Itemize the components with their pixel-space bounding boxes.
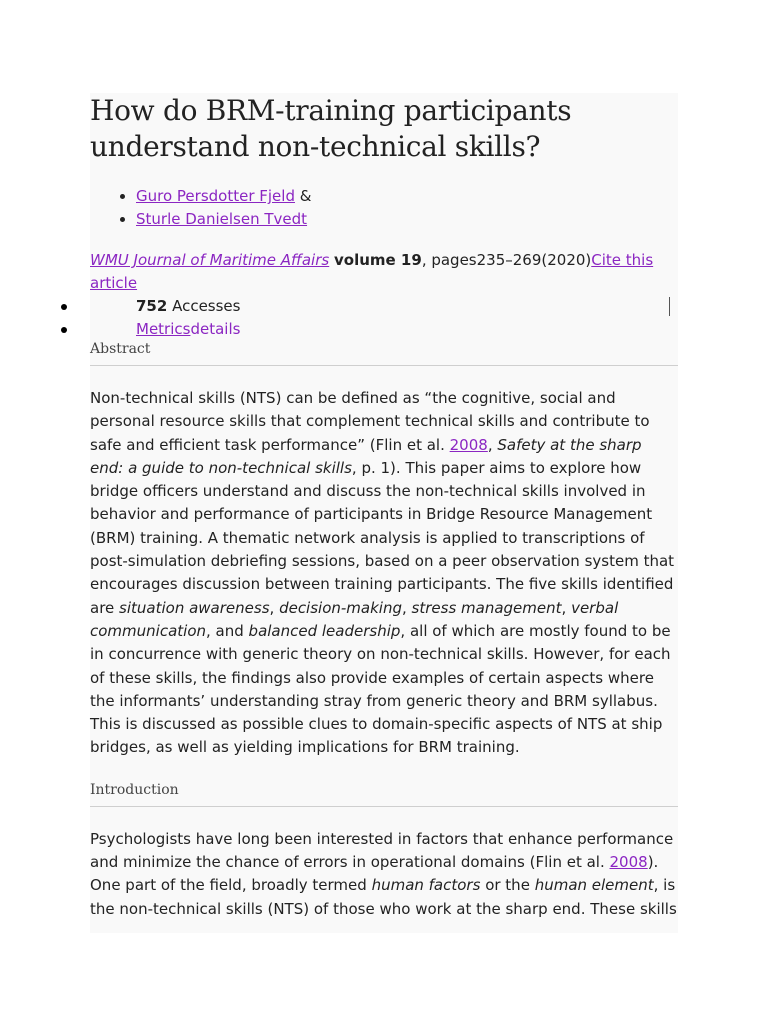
bullet-icon [61, 304, 67, 310]
text-run: , [402, 598, 412, 617]
introduction-text [90, 828, 678, 921]
text-run: ). One part of the field, broadly termed [90, 853, 659, 895]
journal-link[interactable]: WMU Journal of Maritime Affairs [90, 251, 330, 269]
author-link-tvedt[interactable]: Sturle Danielsen Tvedt [136, 210, 308, 228]
accesses-label: Accesses [167, 297, 241, 315]
skill-term: verbal communication [90, 598, 619, 640]
cite-article-link[interactable]: Cite this article [90, 251, 654, 292]
article-title: How do BRM-training participants understand non-technical skills? [90, 94, 572, 163]
metrics-details-link[interactable]: details [190, 320, 241, 338]
text-run: , p. 1). This paper aims to explore how bridge officers understand and discuss the non-technical skills involved in behavior and performance of participants in Bridge Resource Management (BRM) training. A thematic network analysis is applied to transcriptions of post-simulation debriefing sessions, based on a peer observation system that encourages discussion between training participants. The five skills identified are [90, 458, 675, 617]
divider [669, 297, 670, 316]
skill-term: decision-making [279, 598, 402, 617]
reference-link-flin-2008[interactable]: 2008 [449, 435, 488, 454]
skill-term: stress management [411, 598, 562, 617]
emphasis-term: human factors [371, 876, 481, 895]
abstract-text [90, 387, 678, 760]
text-run: , is the non-technical skills (NTS) of those who work at the sharp end. These skills [90, 876, 677, 918]
text-run: , [487, 435, 498, 454]
skill-term: situation awareness [119, 598, 270, 617]
metrics-item [90, 318, 678, 341]
skill-term: balanced leadership [248, 621, 401, 640]
author-separator: & [294, 187, 312, 205]
accesses-count: 752 [136, 297, 168, 315]
journal-volume: volume 19 [334, 251, 422, 269]
abstract-heading: Abstract [90, 341, 678, 366]
book-title: Safety at the sharp end: a guide to non-technical skills [90, 435, 642, 477]
emphasis-term: human element [534, 876, 654, 895]
text-run: , and [206, 621, 249, 640]
text-run: , [269, 598, 280, 617]
author-item [136, 185, 678, 208]
bullet-icon [61, 327, 67, 333]
author-list [90, 185, 678, 231]
author-link-fjeld[interactable]: Guro Persdotter Fjeld [136, 187, 295, 205]
text-run: Non-technical skills (NTS) can be defined as “the cognitive, social and personal resource skills that complement technical skills and contribute to safe and efficient task performance” (Flin et al. [90, 389, 650, 454]
article-page [90, 93, 678, 933]
text-run: , [561, 598, 572, 617]
metrics-link[interactable]: Metrics [136, 320, 191, 338]
reference-link-flin-2008[interactable]: 2008 [609, 853, 648, 872]
introduction-heading: Introduction [90, 782, 678, 807]
text-run: , all of which are mostly found to be in concurrence with generic theory on non-technical skills. However, for each of these skills, the findings also provide examples of certain aspects where the informants’ understanding stray from generic theory and BRM syllabus. This is discussed as possible clues to domain-specific aspects of NTS at ship bridges, as well as yielding implications for BRM training. [90, 621, 671, 757]
author-item [136, 208, 678, 231]
accesses-item [90, 295, 678, 318]
journal-citation [90, 249, 678, 295]
text-run: Psychologists have long been interested in factors that enhance performance and minimize the chance of errors in operational domains (Flin et al. [90, 829, 674, 872]
article-metrics [90, 295, 678, 341]
journal-pages: , pages235–269(2020) [421, 251, 592, 269]
text-run: or the [480, 876, 535, 895]
